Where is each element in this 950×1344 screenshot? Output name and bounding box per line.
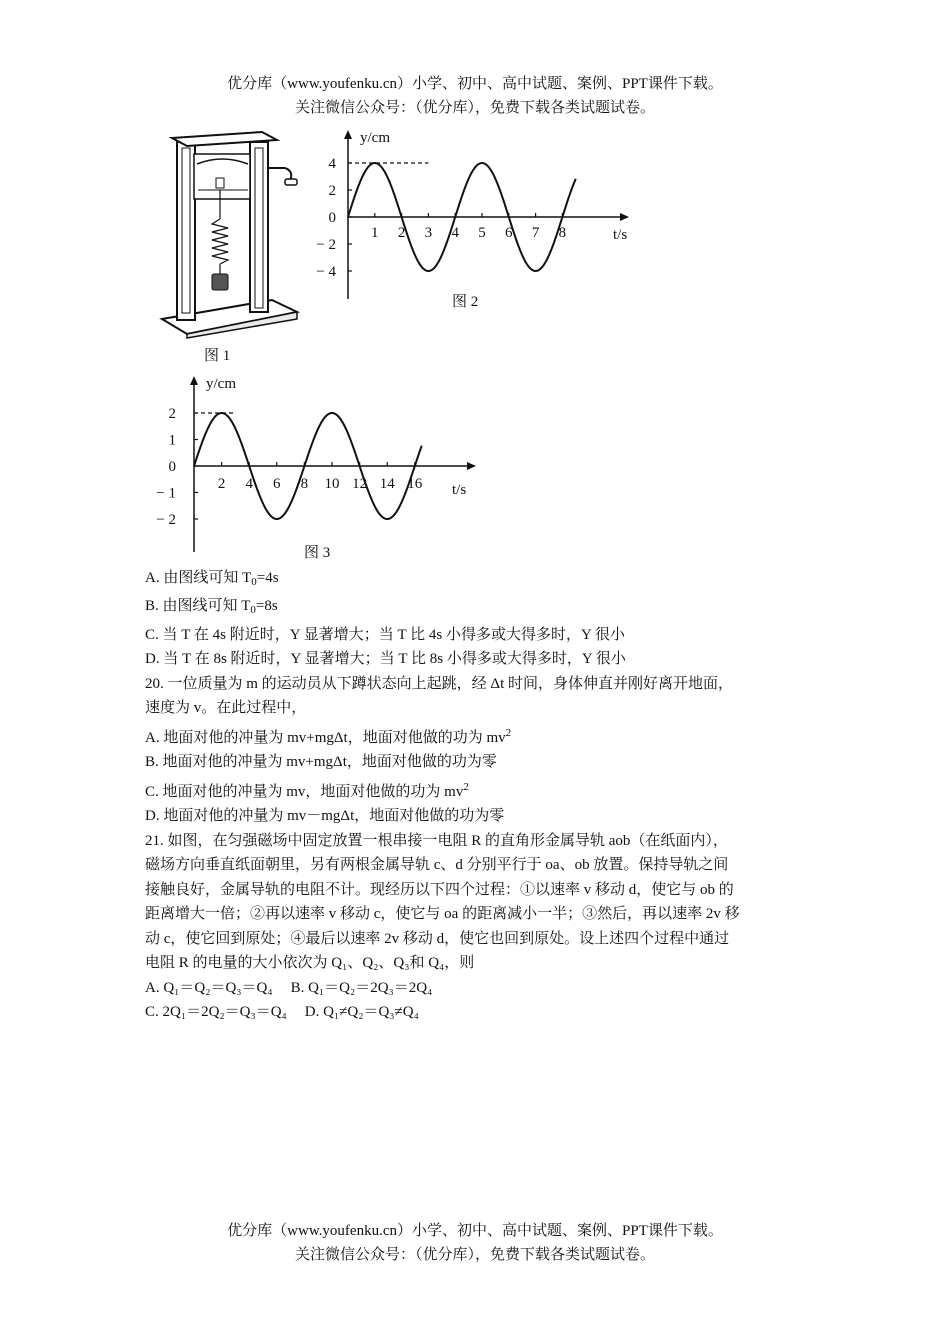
fig3-x-tick-label-10: 10 xyxy=(324,476,340,492)
figure-1-apparatus xyxy=(152,124,302,339)
q19-option-a-pre: A. 由图线可知 T xyxy=(145,570,252,586)
fig2-x-tick-label-8: 8 xyxy=(558,225,567,241)
fig2-x-tick-label-7: 7 xyxy=(531,225,540,241)
figure-2-caption: 图 2 xyxy=(452,294,479,310)
fig3-x-tick-label-8: 8 xyxy=(300,476,309,492)
page-footer xyxy=(0,1219,950,1267)
figure-3-y-axis-label: y/cm xyxy=(206,376,236,392)
q21-line-5: 动 c，使它回到原处；④最后以速率 2v 移动 d，使它也回到原处。设上述四个过程中通过 xyxy=(145,930,730,947)
figure-3-ticks xyxy=(156,406,423,528)
fig2-x-tick-label-2: 2 xyxy=(397,225,406,241)
fig3-x-axis-arrowhead xyxy=(467,462,476,470)
q19-option-b-post: =8s xyxy=(255,598,278,615)
q19-option-d: D. 当 T 在 8s 附近时，Y 显著增大；当 T 比 8s 小得多或大得多时，Y 很小 xyxy=(145,651,626,667)
q19-option-b-pre: B. 由图线可知 T xyxy=(145,598,251,615)
figure-2-ticks xyxy=(316,156,566,280)
q19-option-c: C. 当 T 在 4s 附近时，Y 显著增大；当 T 比 4s 小得多或大得多时，Y 很小 xyxy=(145,626,626,643)
fig3-x-tick-label-16: 16 xyxy=(407,476,423,492)
header-line-1: 优分库（www.youfenku.cn）小学、初中、高中试题、案例、PPT课件下载。 xyxy=(227,76,723,92)
q21-line-2: 磁场方向垂直纸面朝里，另有两根金属导轨 c、d 分别平行于 oa、ob 放置。保持导轨之间 xyxy=(145,857,729,874)
figure-2-x-axis-label: t/s xyxy=(613,227,628,243)
fig2-y-tick-label--2: − 2 xyxy=(316,237,336,253)
fig2-y-axis-arrowhead xyxy=(344,130,352,139)
figure-1-caption: 图 1 xyxy=(204,348,231,364)
fig3-y-tick-label-0: 0 xyxy=(168,459,176,475)
page-header xyxy=(0,72,950,120)
apparatus-weight xyxy=(212,274,228,290)
fig3-x-tick-label-12: 12 xyxy=(352,476,368,492)
fig2-x-tick-label-5: 5 xyxy=(478,225,486,241)
q20-option-c-pre: C. 地面对他的冲量为 mv，地面对他做的功为 mv xyxy=(145,783,464,800)
q20-option-c-sup: 2 xyxy=(463,780,469,793)
figure-3-chart xyxy=(136,370,496,565)
header-line-2: 关注微信公众号：（优分库），免费下载各类试题试卷。 xyxy=(294,100,655,116)
fig3-x-tick-label-4: 4 xyxy=(245,476,253,492)
fig2-x-axis-arrowhead xyxy=(620,213,629,221)
q20-stem-line-2: 速度为 v。在此过程中， xyxy=(145,700,307,716)
footer-line-1: 优分库（www.youfenku.cn）小学、初中、高中试题、案例、PPT课件下载。 xyxy=(227,1223,723,1239)
q19-option-b xyxy=(145,594,810,622)
fig3-x-tick-label-2: 2 xyxy=(217,476,226,492)
q20-stem-line-1: 20. 一位质量为 m 的运动员从下蹲状态向上起跳，经 Δt 时间，身体伸直并刚好离开地面， xyxy=(145,675,733,692)
fig3-y-tick-label--2: − 2 xyxy=(156,512,176,528)
q19-option-a-sub: 0 xyxy=(251,575,257,588)
q21-options-row-1 xyxy=(145,976,810,1001)
fig2-y-tick-label-0: 0 xyxy=(328,210,336,226)
fig3-x-tick-label-6: 6 xyxy=(273,476,281,492)
figure-2-chart xyxy=(305,124,645,314)
fig2-y-tick-label-2: 2 xyxy=(328,183,336,199)
fig2-x-tick-label-1: 1 xyxy=(371,225,379,241)
fig3-y-tick-label-1: 1 xyxy=(168,432,176,449)
q21-options-row-2 xyxy=(145,1000,810,1025)
fig3-y-tick-label-2: 2 xyxy=(168,406,176,422)
figure-3-x-axis-label: t/s xyxy=(452,482,467,498)
q21-option-d: D. Q₁≠Q₂＝Q₃≠Q₄ xyxy=(304,1004,419,1021)
fig3-x-tick-label-14: 14 xyxy=(379,476,395,492)
fig2-x-tick-label-3: 3 xyxy=(424,225,433,241)
q21-option-c: C. 2Q₁＝2Q₂＝Q₃＝Q₄ xyxy=(145,1004,287,1021)
question-content xyxy=(145,566,810,1025)
q21-line-4: 距离增大一倍；②再以速率 v 移动 c，使它与 oa 的距离减小一半；③然后，再以速率 2v 移 xyxy=(145,906,740,923)
figure-2-y-axis-label: y/cm xyxy=(360,130,390,146)
q21-line-6: 电阻 R 的电量的大小依次为 Q₁、Q₂、Q₃和 Q₄，则 xyxy=(145,955,475,972)
q20-option-b: B. 地面对他的冲量为 mv+mgΔt，地面对他做的功为零 xyxy=(145,754,497,771)
fig2-x-tick-label-6: 6 xyxy=(505,225,513,241)
footer-line-2: 关注微信公众号：（优分库），免费下载各类试题试卷。 xyxy=(294,1247,655,1263)
fig3-y-axis-arrowhead xyxy=(190,376,198,385)
figure-3-axes xyxy=(190,376,476,552)
apparatus-crank xyxy=(268,168,297,185)
fig2-y-tick-label--4: − 4 xyxy=(316,264,336,280)
q20-option-a xyxy=(145,721,810,751)
q19-option-b-sub: 0 xyxy=(250,604,256,616)
q21-line-3: 接触良好，金属导轨的电阻不计。现经历以下四个过程：①以速率 v 移动 d，使它与 ob 的 xyxy=(145,881,734,898)
q20-option-c xyxy=(145,775,810,805)
q20-option-a-sup: 2 xyxy=(505,726,512,739)
q20-option-d: D. 地面对他的冲量为 mv－mgΔt，地面对他做的功为零 xyxy=(145,808,505,825)
figure-2-axes xyxy=(344,130,629,299)
fig2-x-tick-label-4: 4 xyxy=(451,225,459,241)
q21-option-b: B. Q₁＝Q₂＝2Q₃＝2Q₄ xyxy=(290,979,433,996)
q21-line-1: 21. 如图，在匀强磁场中固定放置一根串接一电阻 R 的直角形金属导轨 aob（在纸面内）， xyxy=(145,832,728,849)
fig3-y-tick-label--1: − 1 xyxy=(156,485,176,502)
fig2-y-tick-label-4: 4 xyxy=(328,156,336,172)
q19-option-a xyxy=(145,566,810,594)
q20-option-a-pre: A. 地面对他的冲量为 mv+mgΔt，地面对他做的功为 mv xyxy=(145,729,506,746)
q19-option-a-post: =4s xyxy=(256,570,279,586)
apparatus-spring xyxy=(212,190,228,274)
figure-3-caption: 图 3 xyxy=(304,545,331,561)
q21-option-a: A. Q₁＝Q₂＝Q₃＝Q₄ xyxy=(145,979,273,996)
